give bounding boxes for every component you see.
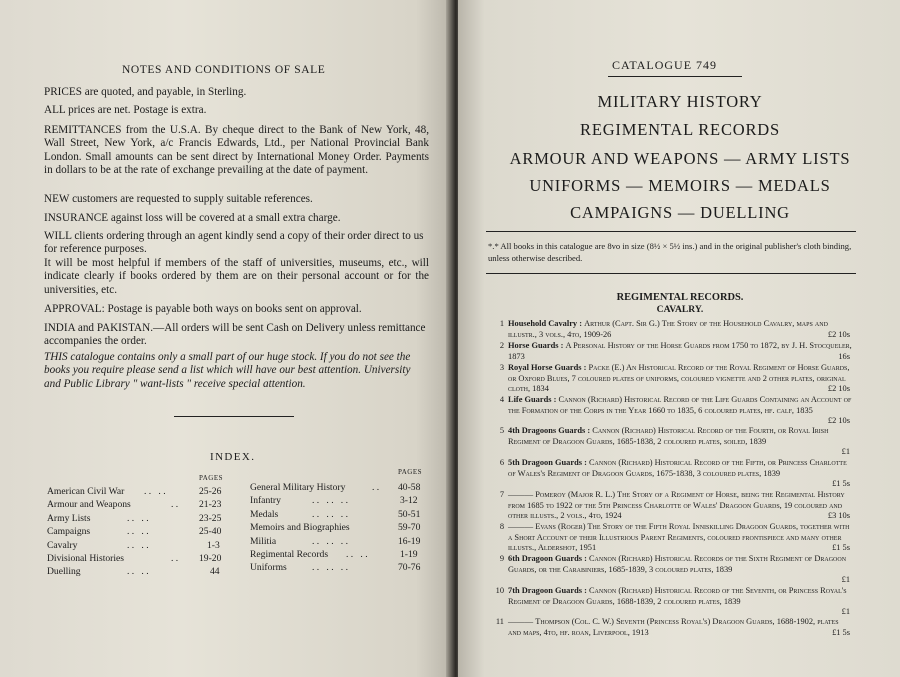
index-entry-name: Medals	[250, 508, 279, 520]
rule-top	[486, 231, 856, 232]
entry-number: 11	[495, 617, 504, 626]
index-row: Cavalry . . . . 1-3	[47, 539, 220, 551]
index-column-left	[47, 485, 232, 579]
entry-text: Cannon (Richard) Historical Record of the Fifth, or Princess Charlotte of Wales's Regiment of Dragoon Guards, 1675-1838, 3 coloured plates, 1839	[508, 458, 847, 478]
entry-text: A Personal History of the Horse Guards from 1750 to 1872, by J. H. Stocqueler, 1873	[508, 341, 852, 361]
index-row: American Civil War . . . . 25-26	[47, 486, 222, 497]
entry-text: Cannon (Richard) Historical Record of the Life Guards Containing an Account of the Formation of the Corps in the Year 1660 to 1835, 6 coloured plates, hf. calf, 1835	[508, 395, 852, 415]
entry-regiment: ———	[508, 522, 534, 531]
index-entry-pages: 25-40	[199, 526, 222, 538]
index-entry-name: Memoirs and Biographies	[250, 522, 350, 534]
index-row: Armour and Weapons . . 21-23	[47, 499, 222, 511]
section-title: REGIMENTAL RECORDS.	[616, 292, 744, 303]
index-row: Medals . . . . . . 50-51	[250, 508, 421, 520]
entry-price: £2 10s	[827, 330, 850, 339]
index-entry-name: Duelling	[47, 566, 81, 578]
note-india-pakistan: INDIA and PAKISTAN.—All orders will be sent Cash on Delivery unless remittance accompanies the order.	[44, 322, 426, 348]
entry-text: Cannon (Richard) Historical Record of the Fourth, or Royal Irish Regiment of Dragoon Guards, 1685-1838, 2 coloured plates, soiled, 1839	[508, 426, 829, 446]
entry-price: £2 10s	[827, 384, 850, 393]
heading-regimental-records: REGIMENTAL RECORDS	[580, 120, 780, 139]
note-prices: PRICES are quoted, and payable, in Sterling.	[44, 86, 247, 98]
index-entry-pages: 44	[210, 566, 220, 578]
rule-bottom	[486, 273, 856, 274]
index-entry-name: General Military History	[250, 482, 346, 493]
heading-armour-weapons: ARMOUR AND WEAPONS — ARMY LISTS	[509, 149, 851, 168]
entry-price: £1	[841, 607, 850, 616]
divider-rule	[174, 416, 294, 417]
entry-price: £1 5s	[832, 543, 850, 552]
index-row: Regimental Records . . . . 1-19	[250, 548, 418, 560]
catalogue-number: CATALOGUE 749	[612, 58, 718, 72]
entry-number: 4	[499, 395, 504, 404]
entry-regiment: 6th Dragoon Guards :	[508, 554, 587, 563]
entry-regiment: 5th Dragoon Guards :	[508, 458, 587, 467]
heading-uniforms: UNIFORMS — MEMOIRS — MEDALS	[529, 176, 831, 195]
index-entry-pages: 40-58	[398, 482, 421, 493]
pages-label-right: PAGES	[398, 468, 423, 476]
entry-number: 6	[499, 458, 504, 467]
entry-text: Arthur (Capt. Sir G.) The Story of the Household Cavalry, maps and illustr., 3 vols., 4to, 1909-26	[508, 319, 828, 339]
entry-price: £2 10s	[827, 416, 850, 425]
index-entry-pages: 50-51	[398, 508, 421, 520]
note-universities: It will be most helpful if members of the staff of universities, museums, etc., will indicate clearly if books ordered by them are on their personal account or for the universities, etc.	[44, 257, 429, 296]
note-remittances: REMITTANCES from the U.S.A. By cheque direct to the Bank of New York, 48, Wall Street, New York, a/c Francis Edwards, Ltd., per National Provincial Bank London. Small amounts can be sent direct by International Money Order. Payments in dollars to be at the rate of exchange prevailing at the date of payment.	[44, 124, 429, 177]
index-entry-pages: 3-12	[400, 495, 418, 507]
index-row: Divisional Histories . . 19-20	[47, 552, 222, 564]
entry-regiment: ———	[508, 617, 534, 626]
index-entry-name: Armour and Weapons	[47, 499, 131, 511]
index-entry-name: Army Lists	[47, 512, 91, 524]
entry-regiment: Life Guards :	[508, 395, 557, 404]
index-title: INDEX.	[210, 451, 256, 463]
entry-price: £1	[841, 447, 850, 456]
index-entry-pages: 70-76	[398, 562, 421, 574]
entry-number: 10	[495, 586, 504, 595]
entry-text: Cannon (Richard) Historical Records of the Sixth Regiment of Dragoon Guards, or the Carabiniers, 1685-1839, 3 coloured plates, 1839	[508, 554, 847, 574]
notes-title: NOTES AND CONDITIONS OF SALE	[122, 64, 326, 76]
index-row: Campaigns . . . . 25-40	[47, 526, 222, 538]
entry-regiment: Household Cavalry :	[508, 319, 582, 328]
index-row: Army Lists . . . . 23-25	[47, 512, 222, 524]
subsection-title: CAVALRY.	[656, 304, 704, 315]
entry-price: £1	[841, 575, 850, 584]
entry-number: 8	[499, 522, 504, 531]
entry-number: 1	[499, 319, 504, 328]
pages-label-left: PAGES	[199, 474, 224, 482]
index-entry-name: Divisional Histories	[47, 552, 125, 564]
entry-regiment: Royal Horse Guards :	[508, 363, 587, 372]
note-agent: WILL clients ordering through an agent kindly send a copy of their order direct to us for reference purposes.	[44, 230, 424, 256]
entry-regiment: Horse Guards :	[508, 341, 564, 350]
index-row: General Military History . . 40-58	[250, 482, 421, 493]
index-entry-pages: 59-70	[398, 522, 421, 534]
index-entry-name: Campaigns	[47, 526, 91, 538]
note-stock: THIS catalogue contains only a small part of our huge stock. If you do not see the books you require please send a list which will have our best attention. University and Public Library " want-lists " receive special attention.	[44, 351, 411, 390]
heading-military-history: MILITARY HISTORY	[597, 92, 763, 111]
index-entry-pages: 25-26	[199, 486, 222, 497]
entry-price: £1 5s	[832, 628, 850, 637]
index-entry-pages: 21-23	[199, 499, 222, 511]
index-row: Militia . . . . . . 16-19	[250, 535, 421, 547]
entry-number: 2	[499, 341, 504, 350]
note-new-customers: NEW customers are requested to supply suitable references.	[44, 193, 313, 205]
index-row: Uniforms . . . . . . 70-76	[250, 562, 421, 574]
index-entry-name: Cavalry	[47, 539, 78, 551]
note-net: ALL prices are net. Postage is extra.	[44, 104, 207, 116]
entry-price: £3 10s	[827, 511, 850, 520]
note-approval: APPROVAL: Postage is payable both ways on books sent on approval.	[44, 303, 362, 315]
entry-price: £1 5s	[832, 479, 850, 488]
index-entry-pages: 19-20	[199, 552, 222, 564]
index-entry-name: Militia	[250, 535, 277, 547]
index-entry-pages: 1-19	[400, 548, 418, 560]
entry-regiment: 4th Dragoons Guards :	[508, 426, 591, 435]
entry-number: 3	[499, 363, 504, 372]
index-entry-name: Infantry	[250, 495, 281, 507]
index-entry-name: Regimental Records	[250, 548, 329, 560]
index-row: Duelling . . . . 44	[47, 566, 220, 578]
entry-regiment: 7th Dragoon Guards :	[508, 586, 587, 595]
entry-text: Pomeroy (Major R. L.) The Story of a Regiment of Horse, being the Regimental History from 1685 to 1922 of the 5th Princess Charlotte of Wales' Dragoon Guards, 19 coloured and other illusts., 2 vols., 4to, 1924	[508, 490, 845, 521]
entry-regiment: ———	[508, 490, 534, 499]
entry-number: 9	[499, 554, 504, 563]
entry-number: 5	[499, 426, 504, 435]
index-entry-pages: 16-19	[398, 535, 421, 547]
entry-text: Packe (E.) An Historical Record of the Royal Regiment of Horse Guards, or Oxford Blues, 7 coloured plates of uniforms, coloured vignette and 2 other plates, original cloth, 1834	[508, 363, 850, 394]
index-entry-pages: 1-3	[207, 539, 220, 551]
entry-price: 16s	[838, 352, 850, 361]
entry-number: 7	[499, 490, 504, 499]
entry-text: Thompson (Col. C. W.) Seventh (Princess Royal's) Dragoon Guards, 1688-1902, plates and maps, 4to, hf. roan, Liverpool, 1913	[508, 617, 839, 637]
entry-text: Evans (Roger) The Story of the Fifth Royal Inniskilling Dragoon Guards, together with a Short Account of their Illustrious Parent Regiments, coloured frontispiece and many other illusts., Aldershot, 1951	[508, 522, 850, 553]
entry-text: Cannon (Richard) Historical Record of the Seventh, or Princess Royal's Regiment of Dragoon Guards, 1688-1839, 2 coloured plates, 1839	[508, 586, 847, 606]
note-insurance: INSURANCE against loss will be covered at a small extra charge.	[44, 212, 341, 224]
index-row: Infantry . . . . . . 3-12	[250, 495, 418, 507]
size-note: *.* All books in this catalogue are 8vo in size (8½ × 5½ ins.) and in the original publisher's cloth binding, unless otherwise described.	[488, 241, 852, 263]
index-column-right	[250, 481, 430, 575]
index-row	[250, 521, 430, 534]
catalogue-underline	[608, 76, 742, 77]
index-entry-name: American Civil War	[47, 486, 125, 497]
index-entry-pages: 23-25	[199, 512, 222, 524]
index-entry-name: Uniforms	[250, 562, 287, 574]
heading-campaigns: CAMPAIGNS — DUELLING	[570, 203, 790, 222]
